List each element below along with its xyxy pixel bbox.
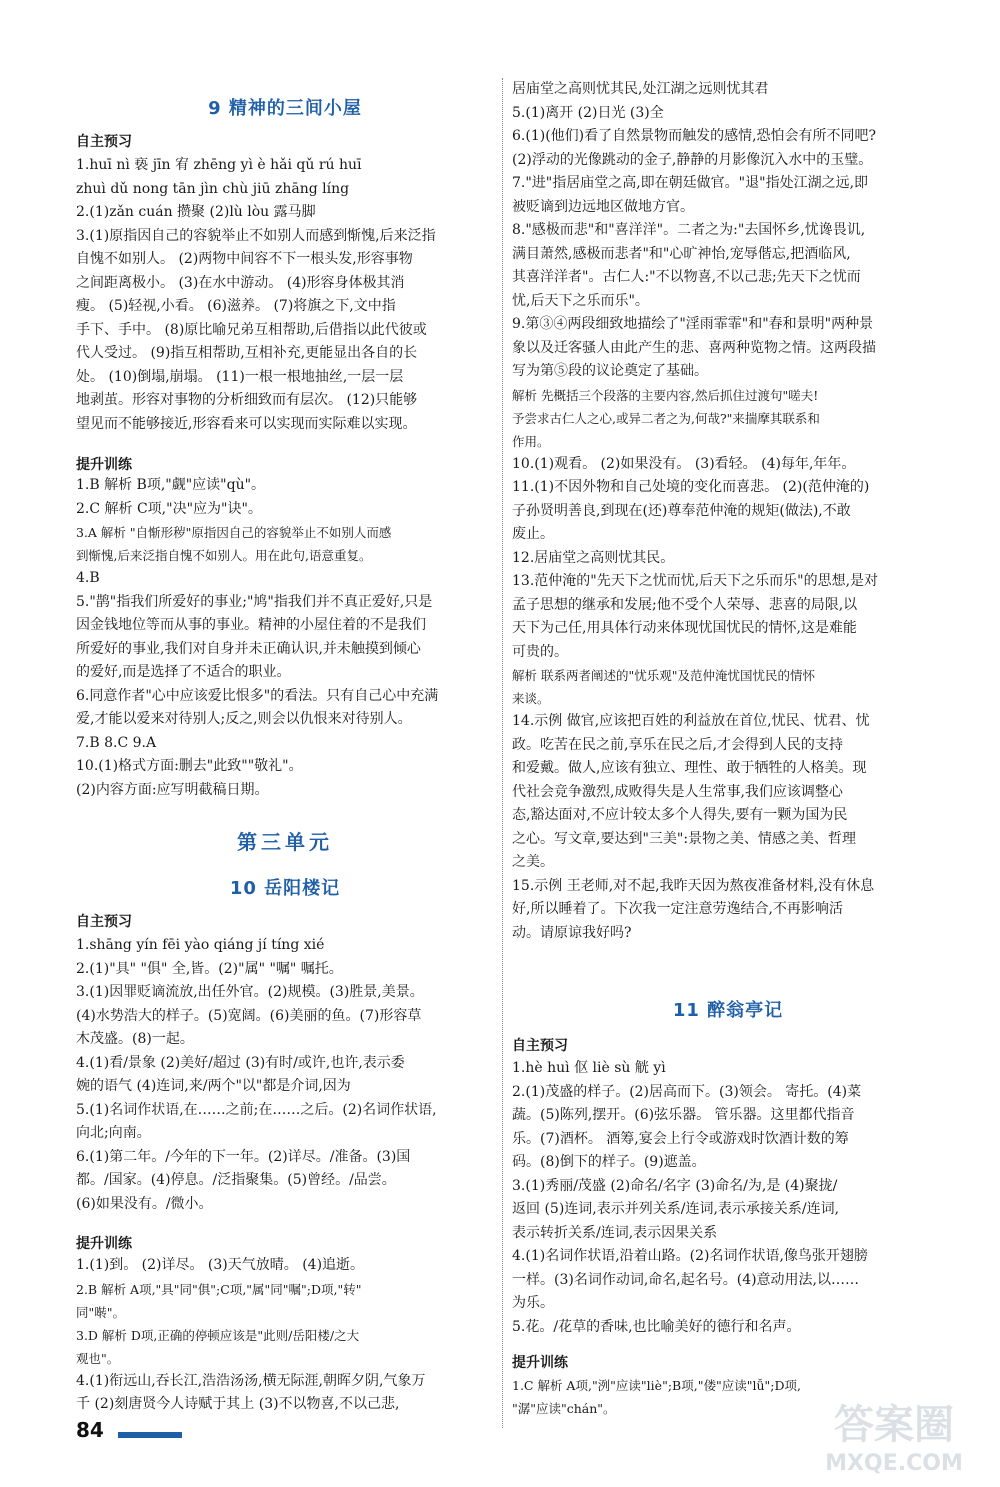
section-self-preview: 自主预习	[76, 914, 132, 930]
answer-line: 15.示例 王老师,对不起,我昨天因为熬夜准备材料,没有休息	[512, 877, 875, 894]
answer-line: 向北;向南。	[76, 1125, 151, 1141]
section-practice: 提升训练	[76, 1236, 132, 1252]
watermark-url: MXQE.COM	[825, 1451, 963, 1476]
answer-line: 2.(1)茂盛的样子。(2)居高而下。(3)领会。 寄托。(4)菜	[512, 1083, 862, 1100]
answer-line: 9.第③④两段细致地描绘了"淫雨霏霏"和"春和景明"两种景	[512, 316, 874, 332]
answer-line: 6.(1)第二年。/今年的下一年。(2)详尽。/准备。(3)国	[76, 1148, 411, 1165]
answer-line: 政。吃苦在民之前,享乐在民之后,才会得到人民的支持	[512, 736, 843, 753]
answer-line: 木茂盛。(8)一起。	[76, 1031, 194, 1047]
analysis-line: 到惭愧,后来泛指自愧不如别人。用在此句,语意重复。	[76, 548, 372, 563]
answer-line: (2)内容方面:应写明截稿日期。	[76, 781, 269, 798]
answer-line: 码。(8)倒下的样子。(9)遮盖。	[512, 1154, 706, 1170]
analysis-line: "潺"应读"chán"。	[512, 1401, 616, 1416]
analysis-line: 2.B 解析 A项,"具"同"俱";C项,"属"同"嘱";D项,"转"	[76, 1281, 362, 1297]
answer-line: 子孙贤明善良,到现在(还)尊奉范仲淹的规矩(做法),不敢	[512, 502, 851, 519]
answer-line: 好,所以睡着了。下次我一定注意劳逸结合,不再影响活	[512, 901, 843, 917]
answer-line: 4.(1)名词作状语,沿着山路。(2)名词作状语,像鸟张开翅膀	[512, 1248, 868, 1264]
answer-line: 天下为己任,用具体行动来体现忧国忧民的情怀,这是难能	[512, 620, 857, 636]
section-practice: 提升训练	[512, 1355, 568, 1371]
answer-line: 4.(1)衔远山,吞长江,浩浩汤汤,横无际涯,朝晖夕阴,气象万	[76, 1372, 426, 1389]
analysis-line: 解析 联系两者阐述的"忧乐观"及范仲淹忧国忧民的情怀	[512, 668, 815, 683]
page-number: 84	[76, 1418, 104, 1442]
answer-line: 1.shāng yín fēi yào qiáng jí tíng xié	[76, 937, 325, 953]
answer-line: 6.(1)(他们)看了自然景物而触发的感情,恐怕会有所不同吧?	[512, 128, 877, 144]
answer-line: 乐。(7)酒杯。 酒筹,宴会上行令或游戏时饮酒计数的筹	[512, 1130, 849, 1147]
answer-line: 5."鹊"指我们所爱好的事业;"鸠"指我们并不真正爱好,只是	[76, 593, 433, 610]
analysis-line: 予尝求古仁人之心,或异二者之为,何哉?"来揣摩其联系和	[512, 410, 820, 426]
answer-line: 1.(1)到。 (2)详尽。 (3)天气放晴。 (4)追逝。	[76, 1257, 365, 1273]
answer-line: 和爱戴。做人,应该有独立、理性、敢于牺牲的人格美。现	[512, 760, 867, 776]
answer-line: 3.(1)原指因自己的容貌举止不如别人而感到惭愧,后来泛指	[76, 227, 436, 244]
answer-line: 11.(1)不因外物和自己处境的变化而喜悲。 (2)(范仲淹的)	[512, 479, 870, 495]
answer-line: 千 (2)刻唐贤今人诗赋于其上 (3)不以物喜,不以己悲,	[76, 1396, 400, 1412]
answer-line: 满目萧然,感极而悲者"和"心旷神怡,宠辱偕忘,把酒临风,	[512, 245, 851, 262]
page-number-bar	[118, 1432, 182, 1438]
answer-line: 都。/国家。(4)停息。/泛指聚集。(5)曾经。/品尝。	[76, 1172, 396, 1188]
answer-line: 4.B	[76, 570, 100, 586]
column-divider	[502, 78, 503, 1428]
lesson-9-title: 9 精神的三间小屋	[208, 98, 362, 119]
answer-line: 自愧不如别人。 (2)两物中间容不下一根头发,形容事物	[76, 251, 413, 267]
answer-line: 忧,后天下之乐而乐"。	[512, 292, 649, 309]
analysis-line: 作用。	[512, 433, 550, 449]
answer-line: 瘦。 (5)轻视,小看。 (6)滋养。 (7)将旗之下,文中指	[76, 298, 396, 314]
answer-line: 5.(1)离开 (2)日光 (3)全	[512, 104, 664, 121]
answer-line: 13.范仲淹的"先天下之忧而忧,后天下之乐而乐"的思想,是对	[512, 573, 879, 589]
watermark-logo	[806, 1392, 982, 1478]
lesson-10-preview-list	[76, 934, 494, 1216]
answer-line: 代人受过。 (9)指互相帮助,互相补充,更能显出各自的长	[76, 345, 418, 361]
answer-line: 动。请原谅我好吗?	[512, 924, 632, 941]
lesson-9-preview-list	[76, 154, 494, 436]
answer-line: 1.hè huì 伛 liè sù 觥 yì	[512, 1060, 666, 1076]
answer-line: 2.(1)zǎn cuán 攒聚 (2)lù lòu 露马脚	[76, 204, 316, 220]
answer-line: 4.(1)看/景象 (2)美好/超过 (3)有时/或许,也许,表示委	[76, 1054, 405, 1071]
answer-line: 一样。(3)名词作动词,命名,起名号。(4)意动用法,以……	[512, 1271, 860, 1288]
answer-line: 表示转折关系/连词,表示因果关系	[512, 1224, 718, 1241]
answer-line: 之心。写文章,要达到"三美":景物之美、情感之美、哲理	[512, 830, 857, 847]
analysis-line: 观也"。	[76, 1350, 120, 1366]
section-practice: 提升训练	[76, 457, 132, 473]
answer-line: 的爱好,而是选择了不适合的职业。	[76, 664, 291, 680]
answer-line: 7."进"指居庙堂之高,即在朝廷做官。"退"指处江湖之远,即	[512, 175, 869, 191]
answer-line: 12.居庙堂之高则忧其民。	[512, 549, 675, 566]
answer-line: 蔬。(5)陈列,摆开。(6)弦乐器。 管乐器。这里都代指音	[512, 1107, 855, 1123]
answer-line: 其喜洋洋者"。古仁人:"不以物喜,不以己悲;先天下之忧而	[512, 269, 861, 285]
watermark-mark: 答案圈	[834, 1402, 954, 1448]
lesson-11-title: 11 醉翁亭记	[672, 1000, 784, 1021]
answer-line: 之美。	[512, 854, 554, 870]
answer-line: (6)如果没有。/微小。	[76, 1195, 213, 1212]
analysis-line: 1.C 解析 A项,"洌"应读"liè";B项,"偻"应读"lǚ";D项,	[512, 1378, 801, 1393]
answer-line: 3.(1)秀丽/茂盛 (2)命名/名字 (3)命名/为,是 (4)聚拢/	[512, 1177, 838, 1194]
lesson-9-practice-list	[76, 474, 494, 802]
answer-line: 1.huī nì 亵 jīn 宥 zhēng yì è hǎi qǔ rú huī	[76, 157, 362, 173]
answer-line: 居庙堂之高则忧其民,处江湖之远则忧其君	[512, 81, 769, 97]
answer-line: 地剥茧。形容对事物的分析细致而有层次。 (12)只能够	[76, 392, 418, 408]
answer-line: 望见而不能够接近,形容看来可以实现而实际难以实现。	[76, 415, 417, 432]
answer-line: 10.(1)观看。 (2)如果没有。 (3)看轻。 (4)每年,年年。	[512, 455, 856, 472]
analysis-line: 3.D 解析 D项,正确的停顿应该是"此则/岳阳楼/之大	[76, 1327, 360, 1343]
answer-line: 8."感极而悲"和"喜洋洋"。二者之为:"去国怀乡,忧谗畏讥,	[512, 222, 866, 238]
answer-line: 10.(1)格式方面:删去"此致""敬礼"。	[76, 758, 303, 774]
answer-line: 代社会竞争激烈,成败得失是人生常事,我们应该调整心	[512, 783, 843, 800]
answer-line: 14.示例 做官,应该把百姓的利益放在首位,忧民、忧君、忧	[512, 713, 870, 729]
answer-line: 2.(1)"具" "俱" 全,皆。(2)"属" "嘱" 嘱托。	[76, 960, 343, 977]
analysis-line: 同"啭"。	[76, 1304, 125, 1320]
answer-line: (4)水势浩大的样子。(5)宽阔。(6)美丽的鱼。(7)形容草	[76, 1007, 422, 1024]
answer-line: 5.(1)名词作状语,在……之前;在……之后。(2)名词作状语,	[76, 1101, 437, 1118]
section-self-preview: 自主预习	[76, 134, 132, 150]
answer-line: 爱,才能以爱来对待别人;反之,则会以仇恨来对待别人。	[76, 711, 412, 727]
answer-line: 1.B 解析 B项,"觑"应读"qù"。	[76, 477, 266, 493]
lesson-11-preview-list	[512, 1057, 944, 1339]
answer-line: 可贵的。	[512, 643, 568, 660]
section-self-preview: 自主预习	[512, 1038, 568, 1054]
answer-line: 因金钱地位等而从事的事业。精神的小屋住着的不是我们	[76, 617, 426, 633]
lesson-10-title: 10 岳阳楼记	[229, 878, 341, 899]
answer-line: 3.(1)因罪贬谪流放,出任外官。(2)规模。(3)胜景,美景。	[76, 984, 424, 1000]
answer-line: 婉的语气 (4)连词,来/两个"以"都是介词,因为	[76, 1078, 351, 1094]
lesson-10-practice-continued	[512, 78, 944, 945]
answer-line: 写为第⑤段的议论奠定了基础。	[512, 363, 708, 379]
analysis-line: 来谈。	[512, 691, 550, 706]
answer-line: 被贬谪到边远地区做地方官。	[512, 198, 694, 215]
answer-line: 2.C 解析 C项,"决"应为"诀"。	[76, 500, 262, 517]
analysis-line: 3.A 解析 "自惭形秽"原指因自己的容貌举止不如别人而感	[76, 525, 392, 540]
answer-line: 象以及迁客骚人由此产生的悲、喜两种览物之情。这两段描	[512, 339, 876, 356]
answer-line: 态,豁达面对,不应计较太多个人得失,要有一颗为国为民	[512, 807, 848, 823]
answer-line: 5.花。/花草的香味,也比喻美好的德行和名声。	[512, 1318, 801, 1335]
answer-line: 为乐。	[512, 1295, 554, 1311]
answer-line: 手下、手中。 (8)原比喻兄弟互相帮助,后借指以此代彼或	[76, 321, 427, 338]
answer-line: 处。 (10)倒塌,崩塌。 (11)一根一根地抽丝,一层一层	[76, 368, 404, 385]
lesson-10-practice-list	[76, 1254, 494, 1417]
answer-line: 6.同意作者"心中应该爱比恨多"的看法。只有自己心中充满	[76, 687, 439, 704]
analysis-line: 解析 先概括三个段落的主要内容,然后抓住过渡句"嗟夫!	[512, 387, 819, 403]
answer-line: 孟子思想的继承和发展;他不受个人荣辱、悲喜的局限,以	[512, 596, 858, 613]
answer-line: 所爱好的事业,我们对自身并未正确认识,并未触摸到倾心	[76, 640, 421, 657]
answer-line: 废止。	[512, 526, 554, 542]
answer-line: zhuì dǔ nong tān jìn chù jiū zhāng líng	[76, 180, 350, 197]
unit-3-title: 第三单元	[237, 830, 333, 854]
answer-line: 之间距离极小。 (3)在水中游动。 (4)形容身体极其消	[76, 274, 405, 291]
answer-line: (2)浮动的光像跳动的金子,静静的月影像沉入水中的玉璧。	[512, 151, 873, 168]
answer-line: 返回 (5)连词,表示并列关系/连词,表示承接关系/连词,	[512, 1201, 840, 1217]
answer-line: 7.B 8.C 9.A	[76, 734, 157, 751]
